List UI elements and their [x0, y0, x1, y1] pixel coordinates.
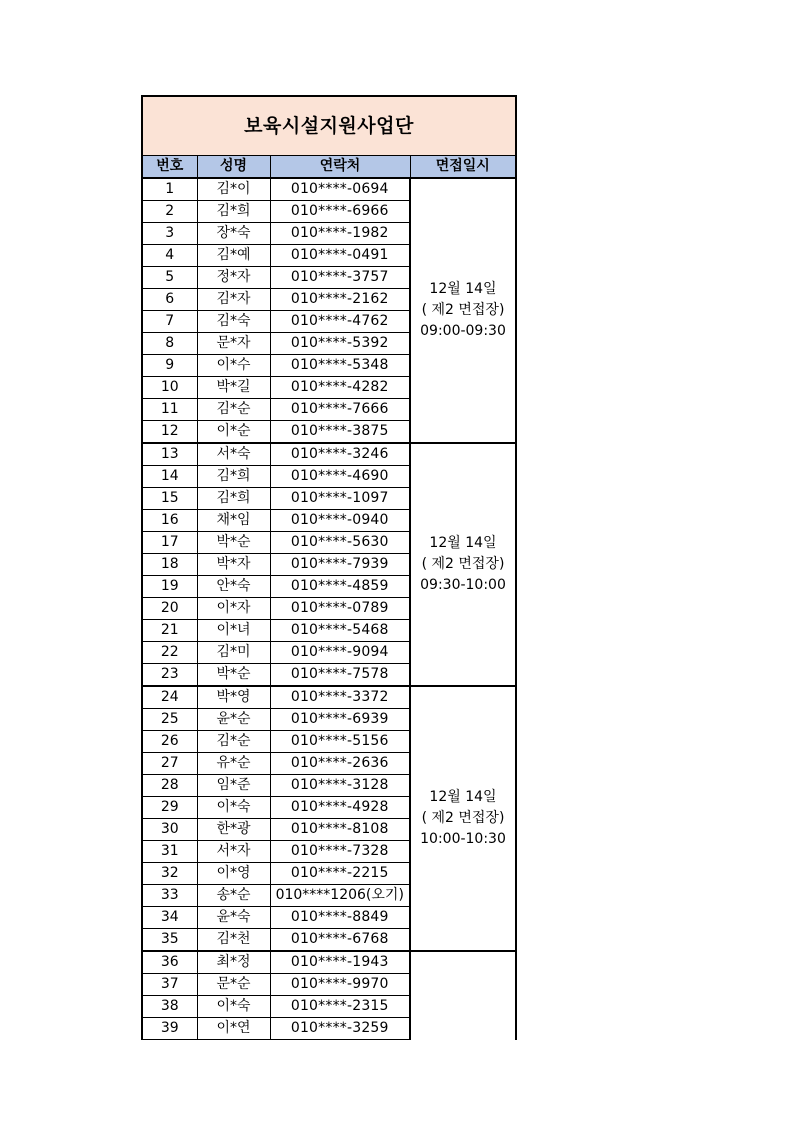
- row-contact-cell: 010****-7939: [270, 554, 410, 576]
- row-name-cell: 박*순: [197, 532, 270, 554]
- row-name-cell: 문*자: [197, 333, 270, 355]
- table-row: [142, 686, 516, 709]
- row-contact-cell: 010****-7578: [270, 664, 410, 687]
- row-number-cell: 11: [142, 399, 197, 421]
- row-name-cell: 윤*순: [197, 709, 270, 731]
- row-contact-cell: 010****-4762: [270, 311, 410, 333]
- row-name-cell: 서*자: [197, 841, 270, 863]
- row-number-cell: 35: [142, 929, 197, 952]
- row-number-cell: 20: [142, 598, 197, 620]
- row-name-cell: 김*천: [197, 929, 270, 952]
- row-contact-cell: 010****-4928: [270, 797, 410, 819]
- row-contact-cell: 010****1206(오기): [270, 885, 410, 907]
- row-name-cell: 송*순: [197, 885, 270, 907]
- row-name-cell: 문*순: [197, 974, 270, 996]
- row-contact-cell: 010****-3246: [270, 443, 410, 466]
- row-name-cell: 김*희: [197, 488, 270, 510]
- row-contact-cell: 010****-0694: [270, 178, 410, 201]
- row-contact-cell: 010****-2215: [270, 863, 410, 885]
- row-contact-cell: 010****-9094: [270, 642, 410, 664]
- row-name-cell: 김*이: [197, 178, 270, 201]
- row-number-cell: 17: [142, 532, 197, 554]
- row-name-cell: 채*임: [197, 510, 270, 532]
- row-number-cell: 22: [142, 642, 197, 664]
- row-name-cell: 김*순: [197, 731, 270, 753]
- row-number-cell: 13: [142, 443, 197, 466]
- row-number-cell: 2: [142, 201, 197, 223]
- row-name-cell: 이*순: [197, 421, 270, 444]
- applicant-schedule-table: [141, 95, 517, 1040]
- row-name-cell: 서*숙: [197, 443, 270, 466]
- row-contact-cell: 010****-0940: [270, 510, 410, 532]
- row-name-cell: 김*순: [197, 399, 270, 421]
- row-contact-cell: 010****-5348: [270, 355, 410, 377]
- table-row: [142, 951, 516, 974]
- row-name-cell: 김*희: [197, 201, 270, 223]
- row-name-cell: 박*길: [197, 377, 270, 399]
- row-contact-cell: 010****-6768: [270, 929, 410, 952]
- row-name-cell: 최*정: [197, 951, 270, 974]
- schedule-line: 10:00-10:30: [420, 831, 506, 847]
- row-contact-cell: 010****-3128: [270, 775, 410, 797]
- row-name-cell: 안*숙: [197, 576, 270, 598]
- row-contact-cell: 010****-3875: [270, 421, 410, 444]
- row-number-cell: 24: [142, 686, 197, 709]
- interview-schedule-cell: [410, 951, 516, 1040]
- row-name-cell: 유*순: [197, 753, 270, 775]
- row-number-cell: 32: [142, 863, 197, 885]
- row-contact-cell: 010****-4690: [270, 466, 410, 488]
- row-contact-cell: 010****-0491: [270, 245, 410, 267]
- row-number-cell: 9: [142, 355, 197, 377]
- row-number-cell: 18: [142, 554, 197, 576]
- row-name-cell: 이*수: [197, 355, 270, 377]
- row-number-cell: 28: [142, 775, 197, 797]
- row-number-cell: 14: [142, 466, 197, 488]
- row-contact-cell: 010****-4859: [270, 576, 410, 598]
- row-number-cell: 15: [142, 488, 197, 510]
- row-name-cell: 이*숙: [197, 996, 270, 1018]
- row-number-cell: 7: [142, 311, 197, 333]
- row-contact-cell: 010****-7666: [270, 399, 410, 421]
- row-contact-cell: 010****-5156: [270, 731, 410, 753]
- row-number-cell: 8: [142, 333, 197, 355]
- row-number-cell: 19: [142, 576, 197, 598]
- row-number-cell: 3: [142, 223, 197, 245]
- row-number-cell: 34: [142, 907, 197, 929]
- schedule-line: 12월 14일: [429, 535, 497, 551]
- row-number-cell: 39: [142, 1018, 197, 1040]
- row-number-cell: 1: [142, 178, 197, 201]
- row-name-cell: 이*연: [197, 1018, 270, 1040]
- row-number-cell: 29: [142, 797, 197, 819]
- row-contact-cell: 010****-2636: [270, 753, 410, 775]
- row-contact-cell: 010****-5392: [270, 333, 410, 355]
- sheet-title: 보육시설지원사업단: [142, 96, 516, 156]
- row-number-cell: 37: [142, 974, 197, 996]
- row-contact-cell: 010****-8108: [270, 819, 410, 841]
- row-number-cell: 27: [142, 753, 197, 775]
- schedule-line: 09:00-09:30: [420, 323, 506, 339]
- row-number-cell: 30: [142, 819, 197, 841]
- row-number-cell: 5: [142, 267, 197, 289]
- row-name-cell: 김*숙: [197, 311, 270, 333]
- row-contact-cell: 010****-3372: [270, 686, 410, 709]
- table-body: [142, 178, 516, 1040]
- row-contact-cell: 010****-1097: [270, 488, 410, 510]
- row-name-cell: 김*미: [197, 642, 270, 664]
- row-name-cell: 임*준: [197, 775, 270, 797]
- row-number-cell: 36: [142, 951, 197, 974]
- row-contact-cell: 010****-9970: [270, 974, 410, 996]
- row-name-cell: 윤*숙: [197, 907, 270, 929]
- header-number: 번호: [142, 156, 197, 179]
- row-name-cell: 이*녀: [197, 620, 270, 642]
- row-number-cell: 6: [142, 289, 197, 311]
- row-name-cell: 이*자: [197, 598, 270, 620]
- row-contact-cell: 010****-0789: [270, 598, 410, 620]
- row-name-cell: 정*자: [197, 267, 270, 289]
- row-contact-cell: 010****-1982: [270, 223, 410, 245]
- row-name-cell: 이*영: [197, 863, 270, 885]
- schedule-line: ( 제2 면접장): [421, 556, 505, 572]
- row-number-cell: 31: [142, 841, 197, 863]
- schedule-line: ( 제2 면접장): [421, 810, 505, 826]
- row-contact-cell: 010****-6939: [270, 709, 410, 731]
- row-contact-cell: 010****-8849: [270, 907, 410, 929]
- row-number-cell: 10: [142, 377, 197, 399]
- row-name-cell: 김*예: [197, 245, 270, 267]
- row-number-cell: 25: [142, 709, 197, 731]
- row-name-cell: 박*순: [197, 664, 270, 687]
- row-contact-cell: 010****-2315: [270, 996, 410, 1018]
- interview-schedule-cell: [410, 686, 516, 951]
- row-contact-cell: 010****-4282: [270, 377, 410, 399]
- row-number-cell: 26: [142, 731, 197, 753]
- row-contact-cell: 010****-5630: [270, 532, 410, 554]
- row-contact-cell: 010****-3259: [270, 1018, 410, 1040]
- row-contact-cell: 010****-6966: [270, 201, 410, 223]
- table-row: [142, 178, 516, 201]
- interview-schedule-cell: [410, 178, 516, 443]
- schedule-line: 12월 14일: [429, 281, 497, 297]
- row-contact-cell: 010****-7328: [270, 841, 410, 863]
- row-number-cell: 4: [142, 245, 197, 267]
- row-name-cell: 박*영: [197, 686, 270, 709]
- schedule-line: ( 제2 면접장): [421, 302, 505, 318]
- interview-schedule-cell: [410, 443, 516, 686]
- row-number-cell: 21: [142, 620, 197, 642]
- schedule-line: 09:30-10:00: [420, 577, 506, 593]
- row-name-cell: 한*광: [197, 819, 270, 841]
- row-contact-cell: 010****-3757: [270, 267, 410, 289]
- row-contact-cell: 010****-2162: [270, 289, 410, 311]
- row-name-cell: 김*자: [197, 289, 270, 311]
- schedule-line: 12월 14일: [429, 789, 497, 805]
- row-name-cell: 장*숙: [197, 223, 270, 245]
- header-schedule: 면접일시: [410, 156, 516, 179]
- row-name-cell: 김*희: [197, 466, 270, 488]
- header-row: [142, 156, 516, 179]
- row-contact-cell: 010****-1943: [270, 951, 410, 974]
- row-contact-cell: 010****-5468: [270, 620, 410, 642]
- row-number-cell: 12: [142, 421, 197, 444]
- row-number-cell: 23: [142, 664, 197, 687]
- row-number-cell: 38: [142, 996, 197, 1018]
- header-name: 성명: [197, 156, 270, 179]
- row-number-cell: 33: [142, 885, 197, 907]
- table-row: [142, 443, 516, 466]
- row-name-cell: 박*자: [197, 554, 270, 576]
- row-number-cell: 16: [142, 510, 197, 532]
- row-name-cell: 이*숙: [197, 797, 270, 819]
- header-contact: 연락처: [270, 156, 410, 179]
